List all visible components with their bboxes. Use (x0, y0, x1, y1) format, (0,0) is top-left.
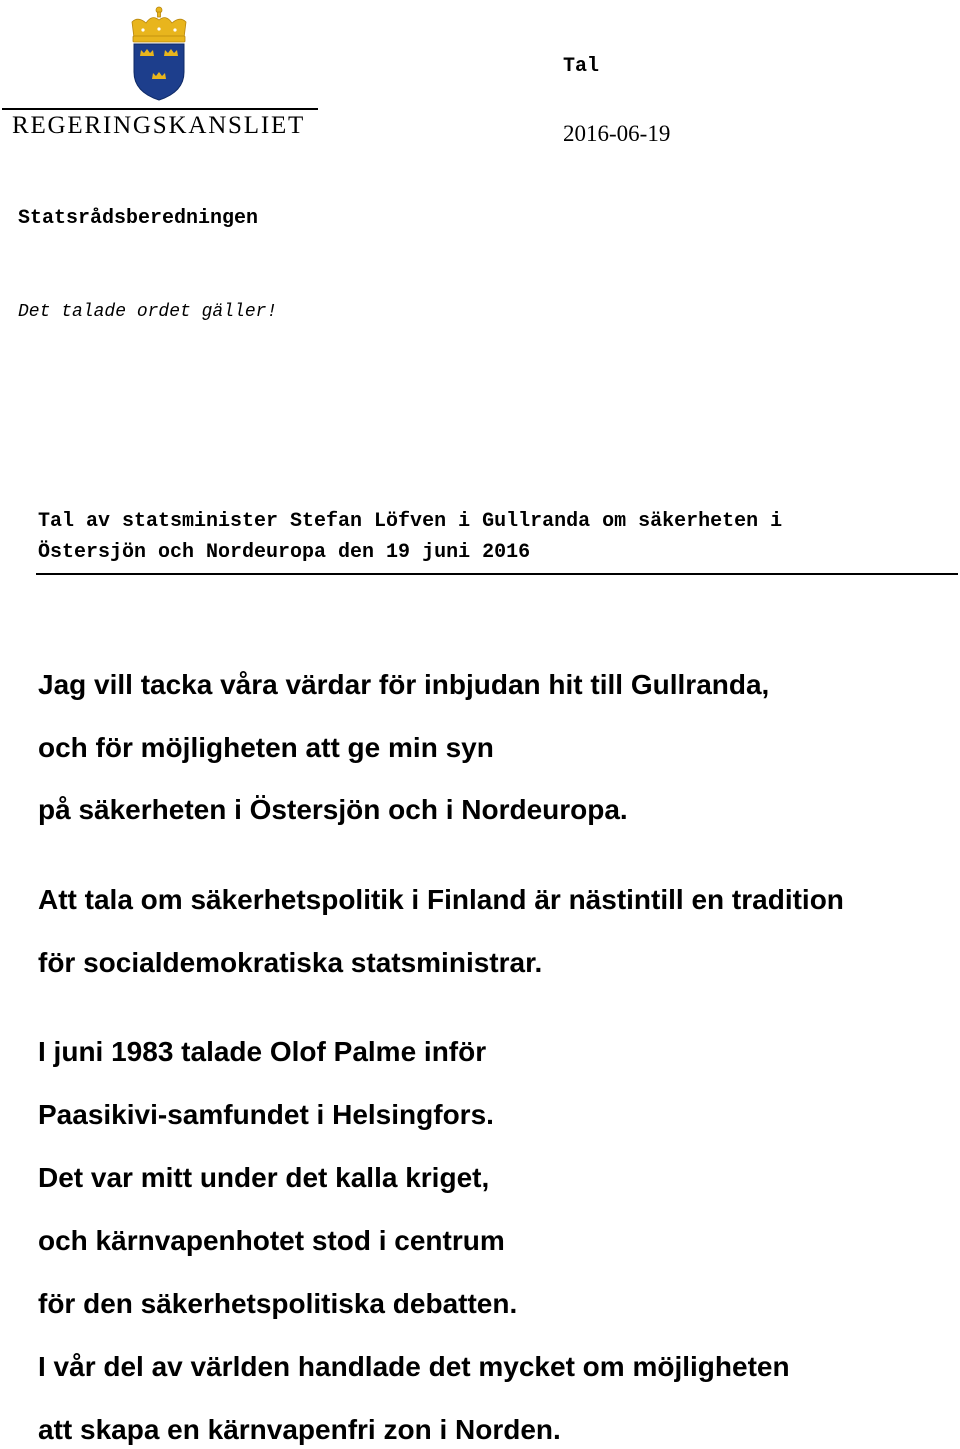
coat-of-arms-icon (128, 6, 190, 102)
speech-line: Jag vill tacka våra värdar för inbjudan hit till Gullranda, (38, 669, 770, 700)
speech-line: Det var mitt under det kalla kriget, (38, 1162, 490, 1193)
speech-line: för socialdemokratiska statsministrar. (38, 947, 543, 978)
speech-line: och för möjligheten att ge min syn (38, 732, 494, 763)
speech-line: och kärnvapenhotet stod i centrum (38, 1225, 505, 1256)
speech-title-line: Tal av statsminister Stefan Löfven i Gullranda om säkerheten i (38, 510, 783, 533)
speech-line: Att tala om säkerhetspolitik i Finland är nästintill en tradition (38, 884, 844, 915)
speech-line: att skapa en kärnvapenfri zon i Norden. (38, 1414, 561, 1445)
document-date: 2016-06-19 (563, 121, 671, 146)
title-divider (36, 573, 958, 575)
logo-divider (2, 108, 318, 110)
logo-wordmark: REGERINGSKANSLIET (12, 112, 306, 139)
disclaimer-note: Det talade ordet gäller! (18, 302, 278, 322)
speech-title-line: Östersjön och Nordeuropa den 19 juni 2016 (38, 541, 531, 564)
department-name: Statsrådsberedningen (18, 207, 259, 230)
speech-line: I juni 1983 talade Olof Palme inför (38, 1036, 487, 1067)
speech-line: på säkerheten i Östersjön och i Nordeuropa. (38, 794, 628, 825)
speech-line: för den säkerhetspolitiska debatten. (38, 1288, 518, 1319)
government-logo (0, 0, 320, 150)
speech-line: Paasikivi-samfundet i Helsingfors. (38, 1099, 494, 1130)
document-type: Tal (563, 55, 600, 78)
speech-line: I vår del av världen handlade det mycket om möjligheten (38, 1351, 790, 1382)
speech-title (38, 506, 938, 568)
